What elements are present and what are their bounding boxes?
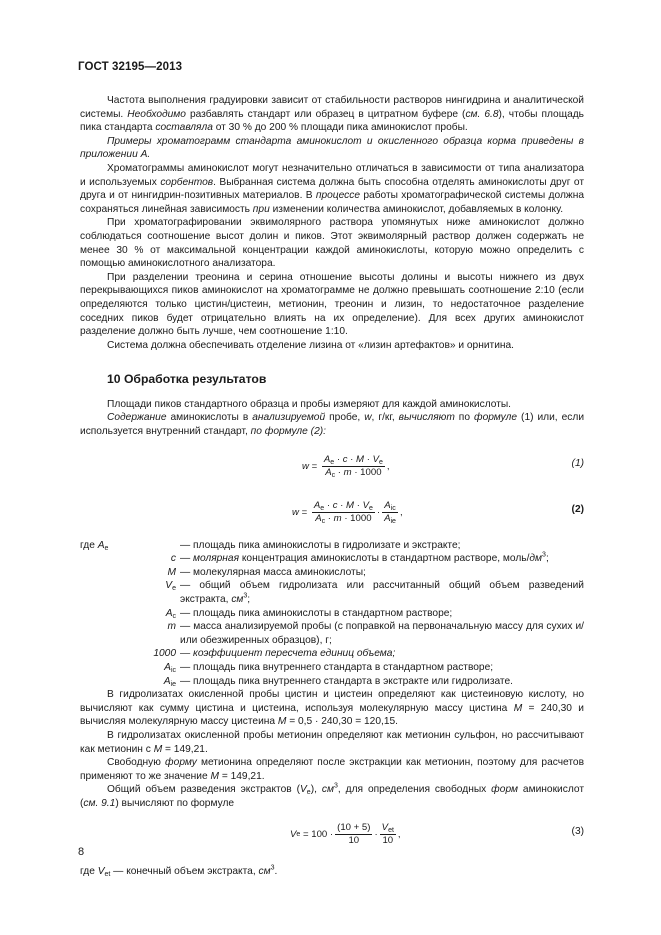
formula-3: V e = 100 · $\frac{(10 + 5)}{10}$ · $\frac{V_{et}}{10}$ , (3) bbox=[290, 822, 584, 847]
formula-1: w = $\frac{A_e \cdot c \cdot M \cdot V_e}{A_c \cdot m \cdot 1000}$ , (1) bbox=[302, 454, 584, 480]
definition-item: $A_{ic}$ — площадь пика внутреннего стандарта в стандартном растворе; bbox=[164, 662, 494, 674]
formula-number: (1) bbox=[571, 457, 584, 469]
formula-number: (2) bbox=[571, 503, 584, 515]
paragraph: При разделении треонина и серина отношение высоты долины и высоты нижнего из двух перекрывающихся пиков аминокислот на хроматограмме не должно превышать соотношение 2:10 (если определяются только цистин/цистеин, метионин, треонин и лизин, то недостаточное разделение соседних пиков будет отрицательно влиять на их определение). Для всех других аминокислот разделение должно быть лучше, чем соотношение 1:10. bbox=[80, 271, 584, 338]
definition-item: $V_e$ — общий объем гидролизата или рассчитанный общий объем разведений экстракта, $см^3$; bbox=[165, 580, 584, 606]
document-header: ГОСТ 32195—2013 bbox=[78, 61, 183, 73]
definition-item: m — масса анализируемой пробы (с поправкой на первоначальную массу для сухих и/или обезжиренных образцов), г; bbox=[167, 621, 584, 646]
definition-item: c — молярная концентрация аминокислоты в стандартном растворе, моль/$дм^3$; bbox=[170, 551, 549, 565]
variable-definitions bbox=[80, 539, 584, 689]
paragraph: В гидролизатах окисленной пробы метионин определяют как метионин сульфон, но рассчитывают как метионин с M = 149,21. bbox=[80, 729, 584, 755]
definition-item: M — молекулярная масса аминокислоты; bbox=[167, 566, 366, 578]
paragraph: Общий объем разведения экстрактов $(V_e)$, $см^3$, для определения свободных форм аминокислот (см. 9.1) вычисляют по формуле bbox=[80, 782, 584, 809]
paragraph: Частота выполнения градуировки зависит от стабильности растворов нингидрина и аналитической системы. Необходимо разбавлять стандарт или образец в цитратном буфере (см. 6.8), чтобы площадь пика стандарта составляла от 30 % до 200 % площади пика аминокислот пробы. bbox=[80, 95, 584, 134]
paragraph: Хроматограммы аминокислот могут незначительно отличаться в зависимости от типа анализатора и используемых сорбентов. Выбранная система должна быть способна отделять аминокислоты друг от друга и от нингидрин-позитивных материалов. В процессе работы хроматографической системы должна сохраняться линейная зависимость при изменении количества аминокислот, добавляемых в колонку. bbox=[80, 162, 585, 215]
definition-item: $A_{ie}$ — площадь пика внутреннего стандарта в экстракте или гидролизате. bbox=[163, 675, 513, 688]
paragraph: Площади пиков стандартного образца и пробы измеряют для каждой аминокислоты. bbox=[107, 398, 512, 410]
section-title: 10 Обработка результатов bbox=[107, 372, 267, 387]
page-body bbox=[80, 94, 584, 878]
paragraph: В гидролизатах окисленной пробы цистин и цистеин определяют как цистеиновую кислоту, но вычисляют как сумму цистина и цистеина, используя молекулярную массу цистина M = 240,30 и вычисляя молекулярную массу цистеина M = 0,5 · 240,30 = 120,15. bbox=[80, 689, 584, 728]
formula-2: w = $\frac{A_e \cdot c \cdot M \cdot V_e}{A_c \cdot m \cdot 1000}$ · $\frac{A_{ic}}{A_{ie}}$ , (2) bbox=[292, 500, 584, 526]
paragraph: Система должна обеспечивать отделение лизина от «лизин артефактов» и орнитина. bbox=[107, 339, 515, 351]
formula-number: (3) bbox=[571, 825, 584, 837]
paragraph: Примеры хроматограмм стандарта аминокислот и окисленного образца корма приведены в приложении А. bbox=[80, 135, 584, 161]
page-number: 8 bbox=[78, 846, 85, 858]
definition-item: где $A_e$ — площадь пика аминокислоты в гидролизате и экстракте; bbox=[80, 539, 461, 552]
definition-item: 1000 — коэффициент пересчета единиц объема; bbox=[153, 648, 396, 660]
paragraph: При хроматографировании эквимолярного раствора упомянутых ниже аминокислот должно соблюдаться соотношение высот долин и пиков. Этот эквимолярный раствор должен содержать не менее 30 % от максимальной концентрации каждой аминокислоты, которую можно определить с помощью аминокислотного анализатора. bbox=[80, 217, 584, 270]
definition-item: $A_c$ — площадь пика аминокислоты в стандартном растворе; bbox=[165, 607, 453, 620]
paragraph: Свободную форму метионина определяют после экстракции как метионин, поэтому для расчетов применяют то же значение M = 149,21. bbox=[80, 757, 584, 782]
paragraph: Содержание аминокислоты в анализируемой пробе, w, г/кг, вычисляют по формуле (1) или, если используется внутренний стандарт, по формуле (2): bbox=[80, 412, 585, 438]
final-definition: где $V_{et}$ — конечный объем экстракта, $см^3$. bbox=[80, 864, 278, 878]
